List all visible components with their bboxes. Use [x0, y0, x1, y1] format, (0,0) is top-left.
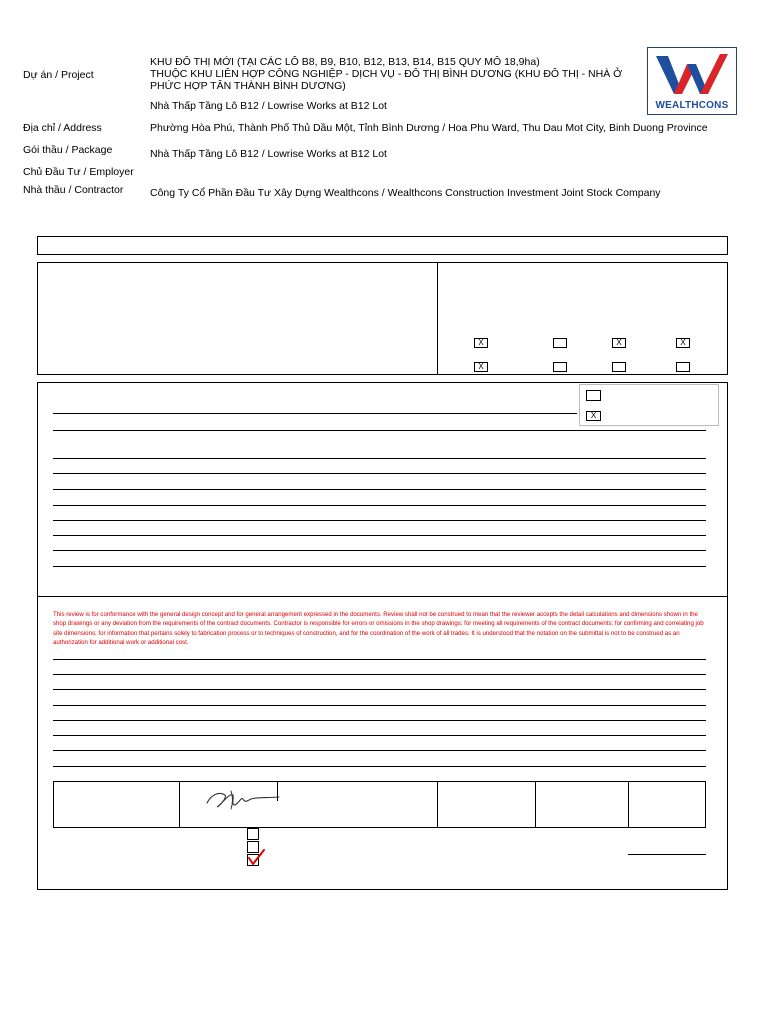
comment-line — [53, 505, 706, 506]
signature-table — [53, 781, 706, 828]
signature-col-divider — [628, 781, 629, 828]
red-check-icon — [246, 849, 266, 867]
comment-line — [53, 430, 706, 431]
address-value: Phường Hòa Phú, Thành Phố Thủ Dầu Một, Tỉnh Bình Dương / Hoa Phu Ward, Thu Dau Mot City, Binh Duong Province — [150, 122, 708, 134]
comment-line — [53, 735, 706, 736]
section-divider — [37, 596, 728, 597]
project-label: Dự án / Project — [23, 69, 94, 81]
project-line-4: Nhà Thấp Tầng Lô B12 / Lowrise Works at B12 Lot — [150, 100, 387, 112]
signature-col-divider — [179, 781, 180, 828]
comment-line — [53, 674, 706, 675]
checkbox-r2-c3[interactable] — [612, 362, 626, 372]
signature-col-divider — [535, 781, 536, 828]
comment-line — [53, 720, 706, 721]
comment-line — [53, 659, 706, 660]
wealthcons-logo — [647, 47, 737, 115]
review-checkbox-1[interactable] — [586, 390, 601, 401]
checkbox-r1-c3[interactable]: X — [612, 338, 626, 348]
checkbox-r2-c2[interactable] — [553, 362, 567, 372]
package-label: Gói thầu / Package — [23, 144, 113, 156]
info-section — [37, 262, 728, 375]
checkbox-r1-c1[interactable]: X — [474, 338, 488, 348]
checkbox-r2-c1[interactable]: X — [474, 362, 488, 372]
comment-line — [53, 520, 706, 521]
checkbox-r1-c2[interactable] — [553, 338, 567, 348]
approval-checkbox-1[interactable] — [247, 828, 259, 840]
title-bar — [37, 236, 728, 255]
employer-label: Chủ Đầu Tư / Employer — [23, 166, 134, 178]
comment-line — [53, 489, 706, 490]
address-label: Địa chỉ / Address — [23, 122, 102, 134]
comment-line — [53, 413, 577, 414]
comment-line — [53, 689, 706, 690]
contractor-value: Công Ty Cổ Phần Đầu Tư Xây Dựng Wealthcons / Wealthcons Construction Investment Joint Stock Company — [150, 187, 661, 199]
project-line-2: THUỘC KHU LIÊN HỢP CÔNG NGHIỆP - DỊCH VỤ - ĐÔ THỊ BÌNH DƯƠNG (KHU ĐÔ THỊ - NHÀ Ở — [150, 68, 623, 80]
comment-line — [53, 766, 706, 767]
signature-icon — [203, 785, 283, 813]
wealthcons-logo-icon — [648, 50, 735, 98]
comment-line — [53, 750, 706, 751]
package-value: Nhà Thấp Tầng Lô B12 / Lowrise Works at B12 Lot — [150, 148, 387, 160]
project-line-3: PHỨC HỢP TÂN THÀNH BÌNH DƯƠNG) — [150, 80, 346, 92]
contractor-label: Nhà thầu / Contractor — [23, 184, 124, 196]
comment-line — [53, 550, 706, 551]
comment-line — [53, 566, 706, 567]
date-line — [628, 854, 706, 855]
comment-line — [53, 473, 706, 474]
review-checkbox-2[interactable]: X — [586, 411, 601, 421]
checkbox-r1-c4[interactable]: X — [676, 338, 690, 348]
signature-col-divider — [437, 781, 438, 828]
comment-line — [53, 458, 706, 459]
review-disclaimer: This review is for conformance with the general design concept and for general arrangement expressed in the documents. Review shall not be construed to mean that the reviewer accepts the detail calculations and dimensions shown in the shop drawings or any deviation from the requirements of the contract documents. Contractor is responsible for errors or omissions in the shop drawings; for meeting all requirements of the contract documents; for confirming and correlating job site dimensions; for information that pertains solely to fabrication process or to techniques of construction, and for the coordination of the work of all trades. It is understood that the notation on the submittal is not to be construed as an authorization for additional work or additional cost. — [53, 611, 704, 647]
logo-text: WEALTHCONS — [655, 100, 729, 111]
comment-line — [53, 535, 706, 536]
project-line-1: KHU ĐÔ THỊ MỚI (TẠI CÁC LÔ B8, B9, B10, B12, B13, B14, B15 QUY MÔ 18,9ha) — [150, 56, 540, 68]
comment-line — [53, 705, 706, 706]
checkbox-r2-c4[interactable] — [676, 362, 690, 372]
info-divider — [437, 262, 438, 375]
